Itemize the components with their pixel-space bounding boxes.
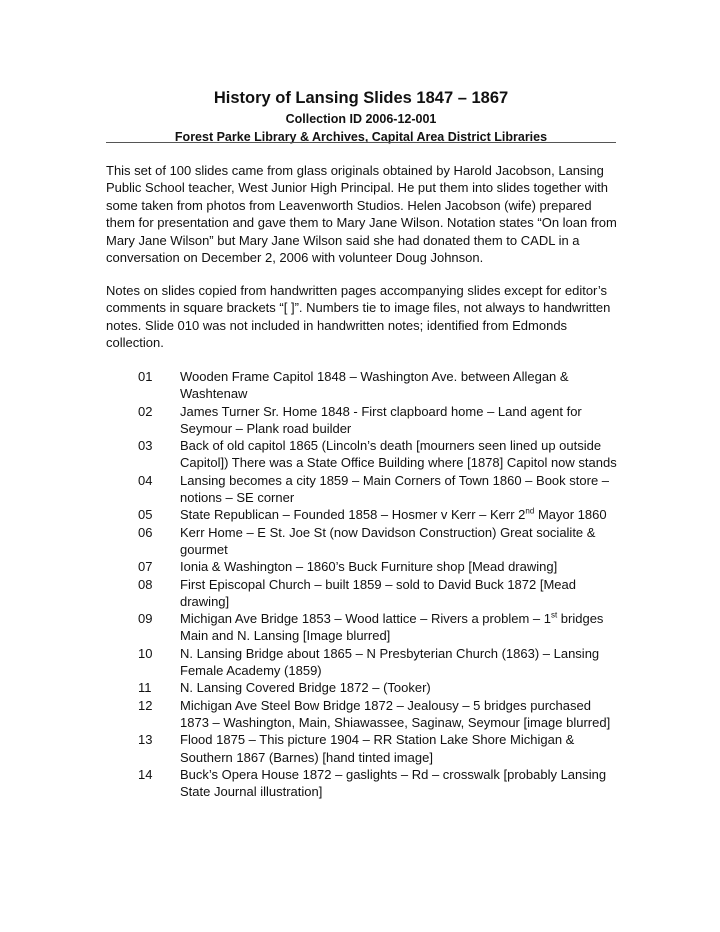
list-item	[106, 472, 618, 507]
slide-description: N. Lansing Covered Bridge 1872 – (Tooker)	[180, 680, 431, 696]
intro-paragraph: This set of 100 slides came from glass originals obtained by Harold Jacobson, Lansing Public School teacher, West Junior High Principal. He put them into slides together with some taken from photos from Leavenworth Studios. Helen Jacobson (wife) prepared them for presentation and gave them to Mary Jane Wilson. Notation states “On loan from Mary Jane Wilson” but Mary Jane Wilson said she had donated them to CADL in a conversation on December 2, 2006 with volunteer Doug Johnson.	[106, 163, 617, 266]
slide-description-part: State Republican – Founded 1858 – Hosmer v Kerr – Kerr 2	[180, 507, 526, 523]
slide-number: 09	[138, 611, 153, 627]
slide-number: 10	[138, 645, 153, 661]
list-item	[106, 506, 618, 523]
slide-description-part: Michigan Ave Bridge 1853 – Wood lattice – Rivers a problem – 1	[180, 611, 551, 627]
slide-number: 03	[138, 438, 153, 454]
slide-number: 08	[138, 576, 153, 592]
list-item	[106, 679, 618, 696]
slide-description: Ionia & Washington – 1860’s Buck Furniture shop [Mead drawing]	[180, 559, 558, 575]
slide-number: 11	[138, 680, 152, 696]
list-item	[106, 610, 618, 645]
list-item	[106, 645, 618, 680]
slide-description: James Turner Sr. Home 1848 - First clapboard home – Land agent for Seymour – Plank road builder	[180, 403, 582, 436]
slide-description: Michigan Ave Steel Bow Bridge 1872 – Jealousy – 5 bridges purchased 1873 – Washington, Main, Shiawassee, Saginaw, Seymour [image blurred]	[180, 697, 611, 730]
document-header	[106, 86, 616, 146]
slide-number: 02	[138, 403, 153, 419]
slide-description	[180, 506, 618, 523]
notes-paragraph: Notes on slides copied from handwritten pages accompanying slides except for editor’s comments in square brackets “[ ]”. Numbers tie to image files, not always to handwritten notes. Slide 010 was not included in handwritten notes; identified from Edmonds collection.	[106, 283, 611, 351]
slide-description: Flood 1875 – This picture 1904 – RR Station Lake Shore Michigan & Southern 1867 (Barnes) [hand tinted image]	[180, 732, 575, 765]
slide-description: Wooden Frame Capitol 1848 – Washington Ave. between Allegan & Washtenaw	[180, 369, 569, 402]
slide-number: 14	[138, 766, 153, 782]
list-item	[106, 697, 618, 732]
slide-description: Back of old capitol 1865 (Lincoln’s death [mourners seen lined up outside Capitol]) There was a State Office Building where [1878] Capitol now stands	[180, 438, 617, 471]
slide-description	[180, 610, 618, 645]
source-line: Forest Parke Library & Archives, Capital Area District Libraries	[174, 130, 548, 144]
slide-description-part: Mayor 1860	[534, 507, 607, 523]
slide-number: 13	[138, 732, 153, 748]
slide-number: 07	[138, 559, 153, 575]
slide-description: Buck’s Opera House 1872 – gaslights – Rd – crosswalk [probably Lansing State Journal illustration]	[180, 766, 607, 800]
slide-number: 04	[138, 472, 153, 488]
slide-list	[106, 368, 618, 800]
slide-description: First Episcopal Church – built 1859 – sold to David Buck 1872 [Mead drawing]	[180, 576, 576, 609]
list-item	[106, 368, 618, 403]
ordinal-suffix: nd	[525, 507, 535, 517]
header-divider	[106, 142, 616, 143]
ordinal-suffix: st	[550, 610, 558, 620]
list-item	[106, 437, 618, 472]
list-item	[106, 766, 618, 801]
slide-number: 01	[138, 369, 153, 384]
list-item	[106, 731, 618, 766]
slide-description-part: bridges Main and N. Lansing [Image blurred]	[180, 611, 604, 644]
list-item	[106, 403, 618, 438]
slide-description: Kerr Home – E St. Joe St (now Davidson Construction) Great socialite & gourmet	[180, 524, 596, 557]
list-item	[106, 576, 618, 611]
slide-description: Lansing becomes a city 1859 – Main Corners of Town 1860 – Book store – notions – SE corner	[180, 472, 610, 506]
list-item	[106, 524, 618, 559]
collection-id: Collection ID 2006-12-001	[285, 112, 437, 126]
list-item	[106, 558, 618, 575]
slide-number: 05	[138, 507, 153, 523]
slide-number: 12	[138, 697, 153, 713]
slide-description: N. Lansing Bridge about 1865 – N Presbyterian Church (1863) – Lansing Female Academy (1859)	[180, 645, 600, 679]
slide-number: 06	[138, 524, 153, 540]
document-title: History of Lansing Slides 1847 – 1867	[213, 89, 509, 107]
